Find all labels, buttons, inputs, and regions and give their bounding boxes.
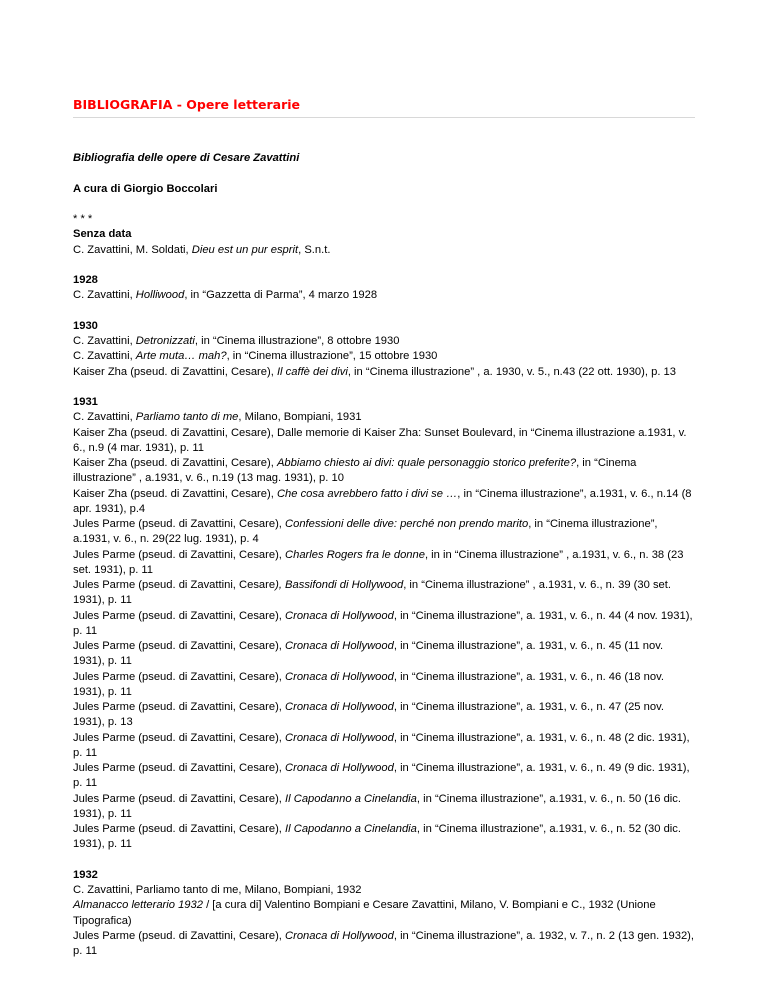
entry-text: , in “Cinema illustrazione”, 15 ottobre 1930 [226,350,438,363]
bibliography-entry [73,822,695,853]
year-section [73,868,695,960]
entry-text: Jules Parme (pseud. di Zavattini, Cesare), [73,792,286,805]
bibliography-entry [73,334,695,349]
entry-title-italic: Il Capodanno a Cinelandia [285,823,417,835]
entry-title-italic: ), Bassifondi di Hollywood [275,579,404,591]
entry-text: Jules Parme (pseud. di Zavattini, Cesare), [73,701,286,713]
entry-text: , in “Cinema illustrazione”, a. 1931, v. 6., n. 49 (9 dic. 1931), p. 11 [73,762,690,790]
entry-text: , in “Cinema illustrazione”, a. 1931, v. 6., n. 47 (25 nov. 1931), p. 13 [73,701,664,729]
entry-text: Jules Parme (pseud. di Zavattini, Cesare), [73,609,286,622]
entry-text: Jules Parme (pseud. di Zavattini, Cesare), [73,929,286,942]
entry-title-italic: Cronaca di Hollywood [285,731,394,744]
year-heading: 1932 [73,868,98,881]
year-heading: Senza data [73,228,132,241]
bibliography-entry [73,456,695,487]
year-heading: 1928 [73,274,98,286]
year-section [73,395,695,853]
bibliography-entry [73,487,695,518]
entry-title-italic: Cronaca di Hollywood [285,929,394,942]
entry-text: Jules Parme (pseud. di Zavattini, Cesare), [73,731,286,744]
entry-text: Jules Parme (pseud. di Zavattini, Cesare), [73,640,286,652]
bibliography-entry [73,349,695,364]
bibliography-entry [73,929,695,960]
entry-title-italic: Cronaca di Hollywood [285,670,394,683]
bibliography-entry [73,761,695,792]
entry-text: C. Zavattini, [73,411,136,424]
entry-text: C. Zavattini, [73,335,136,347]
year-sections [73,227,695,959]
entry-title-italic: Arte muta… mah? [135,350,227,363]
entry-text: Jules Parme (pseud. di Zavattini, Cesare [73,579,276,591]
entry-title-italic: Cronaca di Hollywood [285,640,394,652]
entry-text: , in “Cinema illustrazione” , a.1931, v. 6., n. 39 (30 set. 1931), p. 11 [73,579,671,607]
bibliography-entry [73,243,695,258]
entry-text: , in “Cinema illustrazione”, 8 ottobre 1930 [194,335,400,347]
year-heading: 1931 [73,396,98,408]
entry-text: , in “Cinema illustrazione”, a. 1931, v. 6., n. 46 (18 nov. 1931), p. 11 [73,670,664,698]
bibliography-entry [73,609,695,640]
entry-text: / [a cura di] Valentino Bompiani e Cesare Zavattini, Milano, V. Bompiani e C., 1932 (Unione Tipografica) [73,899,656,927]
year-heading: 1930 [73,319,98,332]
entry-title-italic: Abbiamo chiesto ai divi: quale personaggio storico preferite? [276,457,577,469]
bibliography-entry [73,792,695,823]
bibliography-entry [73,517,695,548]
entry-text: , in “Cinema illustrazione”, a.1931, v. 6., n.14 (8 apr. 1931), p.4 [73,487,692,515]
entry-text: , in “Cinema illustrazione”, a.1931, v. 6., n. 29(22 lug. 1931), p. 4 [73,518,658,546]
year-section [73,227,695,258]
entry-title-italic: Cronaca di Hollywood [285,701,394,713]
document-subtitle: Bibliografia delle opere di Cesare Zavattini [73,152,300,164]
title-divider [73,117,695,118]
curator-line: A cura di Giorgio Boccolari [73,182,218,195]
entry-title-italic: Confessioni delle dive: perché non prendo marito [285,518,529,530]
entry-title-italic: Che cosa avrebbero fatto i divi se … [276,487,458,500]
entry-title-italic: Holliwood [135,289,185,302]
entry-text: Kaiser Zha (pseud. di Zavattini, Cesare), [73,457,277,469]
bibliography-entry [73,670,695,701]
entry-title-italic: Cronaca di Hollywood [285,609,394,622]
bibliography-content [73,151,695,959]
bibliography-entry [73,410,695,425]
entry-text: , in “Cinema illustrazione”, a.1931, v. 6., n. 50 (16 dic. 1931), p. 11 [73,792,681,820]
bibliography-entry [73,426,695,457]
entry-text: Jules Parme (pseud. di Zavattini, Cesare), [73,670,286,683]
entry-title-italic: Dieu est un pur esprit [191,243,299,256]
entry-title-italic: Il caffè dei divi [276,365,348,378]
entry-text: Kaiser Zha (pseud. di Zavattini, Cesare), [73,487,277,500]
page-title: BIBLIOGRAFIA - Opere letterarie [73,97,301,112]
entry-title-italic: Detronizzati [135,335,195,347]
entry-text: Jules Parme (pseud. di Zavattini, Cesare), [73,762,286,774]
entry-text: Jules Parme (pseud. di Zavattini, Cesare), [73,823,286,835]
year-section [73,273,695,304]
entry-title-italic: Charles Rogers fra le donne [285,548,425,561]
entry-title-italic: Almanacco letterario 1932 [73,899,203,912]
entry-text: C. Zavattini, M. Soldati, [73,243,192,256]
entry-text: , S.n.t. [298,243,331,256]
bibliography-entry [73,700,695,731]
entry-text: , in “Cinema illustrazione”, a. 1931, v. 6., n. 48 (2 dic. 1931), p. 11 [73,731,690,759]
entry-text: , in “Cinema illustrazione”, a. 1931, v. 6., n. 44 (4 nov. 1931), p. 11 [73,609,693,637]
entry-text: Kaiser Zha (pseud. di Zavattini, Cesare), [73,365,277,378]
bibliography-entry [73,548,695,579]
entry-text: C. Zavattini, [73,289,136,302]
bibliography-entry [73,731,695,762]
entry-title-italic: Il Capodanno a Cinelandia [285,792,417,805]
entry-text: , in “Cinema illustrazione” , a.1931, v. 6., n.19 (13 mag. 1931), p. 10 [73,457,637,485]
entry-text: , in “Cinema illustrazione”, a. 1932, v. 7., n. 2 (13 gen. 1932), p. 11 [73,929,695,957]
entry-title-italic: Parliamo tanto di me [135,411,239,424]
bibliography-entry [73,365,695,380]
entry-text: , in in “Cinema illustrazione” , a.1931, v. 6., n. 38 (23 set. 1931), p. 11 [73,548,684,576]
bibliography-entry [73,883,695,898]
entry-text: , in “Gazzetta di Parma”, 4 marzo 1928 [184,289,378,302]
bibliography-entry [73,578,695,609]
entry-title-italic: Cronaca di Hollywood [285,762,394,774]
entry-text: , in “Cinema illustrazione” , a. 1930, v. 5., n.43 (22 ott. 1930), p. 13 [347,365,676,378]
entry-text: Jules Parme (pseud. di Zavattini, Cesare), [73,548,286,561]
entry-text: C. Zavattini, [73,350,136,363]
entry-text: , Milano, Bompiani, 1931 [238,411,362,424]
entry-text: , in “Cinema illustrazione”, a.1931, v. 6., n. 52 (30 dic. 1931), p. 11 [73,823,681,851]
entry-text: Jules Parme (pseud. di Zavattini, Cesare), [73,518,286,530]
bibliography-entry [73,898,695,929]
year-section [73,319,695,380]
entry-text: C. Zavattini, Parliamo tanto di me, Milano, Bompiani, 1932 [73,884,362,896]
entry-text: Kaiser Zha (pseud. di Zavattini, Cesare), Dalle memorie di Kaiser Zha: Sunset Boulevard, in “Cinema illustrazione a.1931, v. 6., n.9 (4 mar. 1931), p. 11 [73,426,687,454]
separator-stars: * * * [73,213,93,225]
bibliography-entry [73,288,695,303]
bibliography-entry [73,639,695,670]
entry-text: , in “Cinema illustrazione”, a. 1931, v. 6., n. 45 (11 nov. 1931), p. 11 [73,640,664,668]
